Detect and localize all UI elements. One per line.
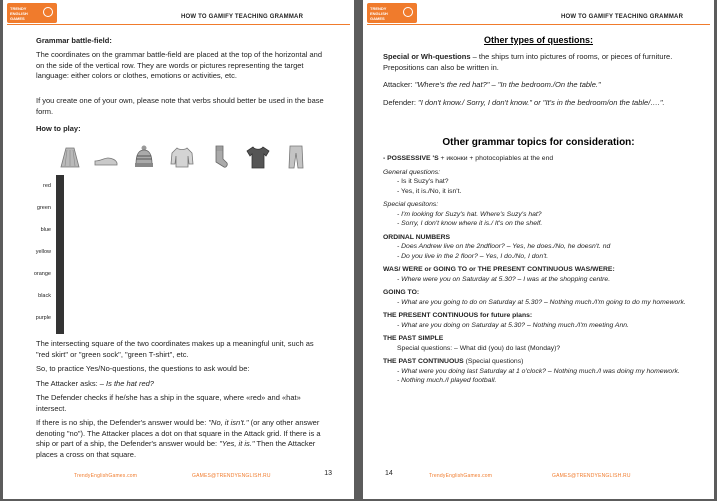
footer-site-link[interactable]: TrendyEnglishGames.com	[429, 473, 493, 479]
grid-row	[57, 266, 64, 289]
header-divider	[7, 24, 350, 25]
row-label: yellow	[35, 249, 51, 255]
row-label: red	[43, 183, 51, 189]
past-simple-heading: THE PAST SIMPLE	[383, 335, 444, 342]
left-page	[3, 0, 354, 499]
row-label: black	[38, 293, 51, 299]
example-line: - Sorry, I don't know where it is./ It's on the shelf.	[397, 220, 543, 227]
example-line: Special questions: – What did (you) do last (Monday)?	[397, 344, 561, 352]
grid-cell	[63, 243, 64, 266]
topics-list	[383, 154, 693, 386]
row-label: orange	[33, 271, 51, 277]
logo-mark-icon	[403, 7, 413, 17]
section-title: Grammar battle-field:	[36, 36, 112, 45]
answer-paragraph: If there is no ship, the Defender's answer would be: "No, it isn't." (or any other answer denoting "no"). The Attacker places a dot on that square in the Attack grid. If there is a ship or part of a ship, the Defender's answer would be: "Yes, it is." Then the Attacker places a cross on that square.	[36, 418, 321, 459]
row-label: blue	[40, 227, 51, 233]
grid-cell	[63, 176, 64, 199]
t-shirt-icon	[245, 144, 271, 170]
sock-icon	[207, 144, 233, 170]
example-line: - Is it Suzy's hat?	[397, 178, 449, 185]
attacker-example: Attacker: "Where's the red hat?" – "In the bedroom./On the table."	[383, 80, 601, 89]
how-to-play-heading: How to play:	[36, 124, 81, 133]
present-continuous-heading: THE PRESENT CONTINUOUS for future plans:	[383, 312, 533, 319]
footer-site-link[interactable]: TrendyEnglishGames.com	[74, 473, 138, 479]
ordinal-heading: ORDINAL NUMBERS	[383, 233, 451, 241]
sweater-icon	[169, 144, 195, 170]
special-questions-label: Special quesitons:	[383, 201, 439, 208]
grid-row	[57, 221, 64, 244]
possessive-line: - POSSESSIVE 'S + иконки + photocopiables at the end	[383, 155, 554, 162]
going-to-heading: GOING TO:	[383, 289, 420, 296]
grid-row	[57, 311, 64, 334]
logo-mark-icon	[43, 7, 53, 17]
row-label: purple	[35, 315, 51, 321]
grid-table	[56, 175, 64, 334]
grid-cell	[63, 198, 64, 221]
example-line: - Yes, it is./No, it isn't.	[397, 187, 462, 195]
yes-no-paragraph: So, to practice Yes/No-questions, the questions to ask would be:	[36, 364, 250, 373]
example-line: - Where were you on Saturday at 5.30? – I was at the shopping centre.	[397, 275, 611, 283]
footer-email-link[interactable]: GAMES@TRENDYENGLISH.RU	[552, 473, 631, 479]
right-page	[363, 0, 714, 499]
was-were-heading: WAS/ WERE or GOING TO or THE PRESENT CONTINUOUS WAS/WERE:	[383, 266, 615, 273]
example-line: - I'm looking for Suzy's hat. Where's Suzy's hat?	[397, 210, 542, 218]
example-line: - What are you doing on Saturday at 5.30? – Nothing much./I'm meeting Ann.	[397, 321, 629, 329]
grid-cell	[63, 311, 64, 334]
header-divider	[367, 24, 710, 25]
special-questions-paragraph: Special or Wh-questions – the ships turn into pictures of rooms, or pieces of furniture. Prepositions can also be written in.	[383, 52, 673, 72]
footer-email-link[interactable]: GAMES@TRENDYENGLISH.RU	[192, 473, 271, 479]
other-types-heading: Other types of questions:	[483, 35, 593, 45]
past-continuous-heading: THE PAST CONTINUOUS (Special questions)	[383, 358, 524, 365]
general-questions-label: General questions:	[383, 168, 441, 176]
grid-row	[57, 243, 64, 266]
example-line: - What were you doing last Saturday at 1 o'clock? – Nothing much./I was doing my homework.	[397, 367, 680, 375]
example-line: - Do you live in the 2 floor? – Yes, I do./No, I don't.	[397, 252, 549, 260]
grid-cell	[63, 266, 64, 289]
attacker-asks-paragraph: The Attacker asks: – Is the hat red?	[36, 378, 154, 388]
defender-example: Defender: "I don't know./ Sorry, I don't know." or "It's in the bedroom/on the table/….".	[383, 97, 665, 107]
header-title: HOW TO GAMIFY TEACHING GRAMMAR	[561, 14, 684, 20]
grid-cell	[63, 288, 64, 311]
page-number: 14	[385, 470, 393, 477]
header-title: HOW TO GAMIFY TEACHING GRAMMAR	[181, 14, 304, 20]
intersecting-paragraph: The intersecting square of the two coordinates makes up a meaningful unit, such as "red skirt" or "green sock", "green T-shirt", etc.	[36, 339, 314, 359]
trousers-icon	[283, 144, 309, 170]
instructions-block	[36, 339, 328, 464]
brand-logo: TRENDY ENGLISH GAMES	[7, 3, 57, 23]
defender-checks-paragraph: The Defender checks if he/she has a ship in the square, where «red» and «hat» intersect.	[36, 393, 301, 413]
verb-note-paragraph: If you create one of your own, please note that verbs should better be used in the base form.	[36, 96, 324, 116]
example-line: - What are you going to do on Saturday at 5.30? – Nothing much./I'm going to do my homework.	[397, 298, 686, 306]
grid-row	[57, 288, 64, 311]
page-number: 13	[324, 470, 332, 477]
grid-row	[57, 176, 64, 199]
example-line: - Nothing much./I played football.	[397, 377, 497, 384]
grid-row	[57, 198, 64, 221]
hat-icon	[131, 144, 157, 170]
row-label: green	[36, 205, 51, 211]
intro-paragraph: The coordinates on the grammar battle-field are placed at the top of the horizontal and on the side of the vertical row. They are words or pictures representing the target language: either colors or clothes, emotions or activities, etc.	[36, 50, 323, 80]
shoe-icon	[93, 144, 119, 170]
example-line: - Does Andrew live on the 2ndfloor? – Yes, he does./No, he doesn't. nd	[397, 243, 611, 250]
topics-heading: Other grammar topics for consideration:	[442, 137, 635, 148]
grid-cell	[63, 221, 64, 244]
special-questions-block	[383, 52, 698, 115]
clothes-icons-row	[57, 144, 325, 172]
brand-logo: TRENDY ENGLISH GAMES	[367, 3, 417, 23]
skirt-icon	[57, 144, 83, 170]
